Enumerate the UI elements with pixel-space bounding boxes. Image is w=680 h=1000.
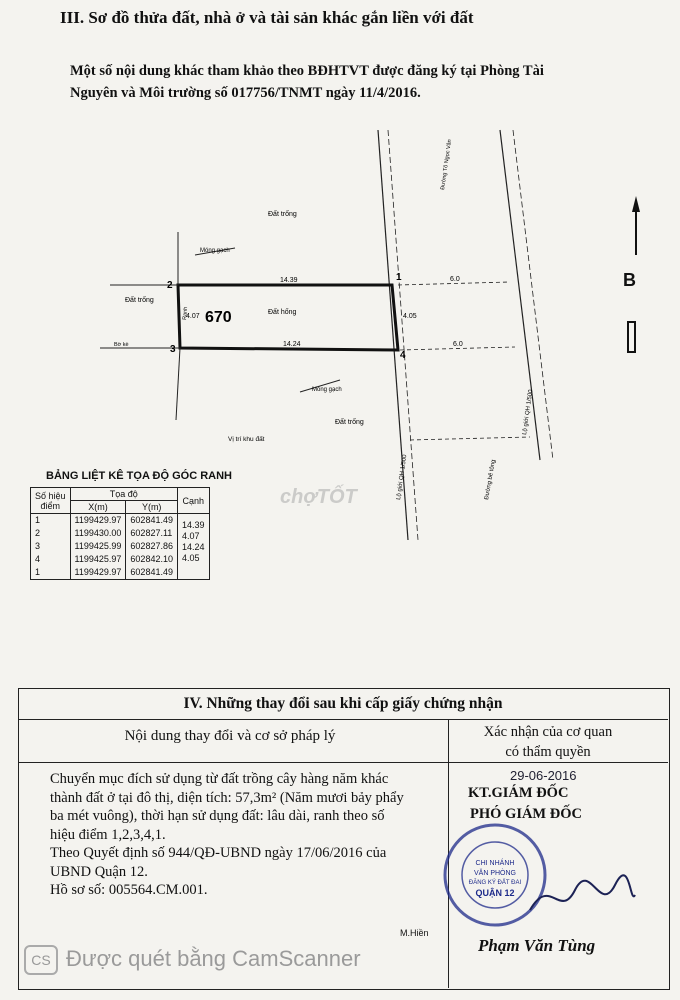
edge-left-length: 4.07 — [186, 313, 200, 320]
divider — [18, 719, 668, 720]
signer-name: Phạm Văn Tùng — [478, 936, 596, 955]
section-4-title: IV. Những thay đổi sau khi cấp giấy chứng nhận — [183, 695, 503, 712]
change-content-line: UBND Quận 12. — [50, 863, 148, 880]
road-width-line-3 — [410, 437, 530, 440]
table-cell-x: 1199429.97 — [70, 514, 126, 528]
road-width-1: 6.0 — [450, 276, 460, 283]
coords-table-title: BẢNG LIỆT KÊ TỌA ĐỘ GÓC RANH — [46, 470, 232, 482]
table-cell-y: 602842.10 — [126, 553, 178, 566]
change-content-line: thành đất ở tại đô thị, diện tích: 57,3m² (Năm mươi bảy phẩy — [50, 789, 404, 806]
point-label-4: 4 — [400, 350, 406, 361]
table-cell-x: 1199429.97 — [70, 566, 126, 580]
label-dat-trong-top: Đất trống — [268, 211, 297, 218]
camscanner-logo-icon: CS — [24, 945, 58, 975]
label-dat-trong-left: Đất trống — [125, 297, 154, 304]
header-toa-do: Tọa độ — [70, 488, 177, 501]
table-cell-y: 602827.86 — [126, 540, 178, 553]
reference-note-line-2: Nguyên và Môi trường số 017756/TNMT ngày 11/4/2016. — [70, 85, 421, 101]
camscanner-caption: Được quét bằng CamScanner — [66, 946, 361, 971]
column-header-approval-line-2: có thẩm quyền — [505, 744, 591, 760]
divider — [18, 762, 668, 763]
svg-text:QUẬN 12: QUẬN 12 — [475, 888, 515, 898]
table-cell-y: 602841.49 — [126, 566, 178, 580]
point-label-3: 3 — [170, 344, 176, 355]
reference-note — [70, 60, 630, 104]
header-y: Y(m) — [126, 501, 178, 514]
header-so-hieu: Số hiệu điểm — [31, 488, 71, 514]
header-x: X(m) — [70, 501, 126, 514]
point-label-1: 1 — [396, 272, 402, 283]
approval-date: 29-06-2016 — [510, 768, 577, 783]
road-line-right-dashed — [513, 130, 553, 460]
change-content-line: Chuyển mục đích sử dụng từ đất trồng cây hàng năm khác — [50, 771, 389, 787]
table-cell-edges — [177, 514, 209, 580]
table-cell-x: 1199425.99 — [70, 540, 126, 553]
label-ranh: Ranh — [182, 306, 190, 321]
edge-bottom-length: 14.24 — [283, 341, 301, 348]
column-header-content: Nội dung thay đổi và cơ sở pháp lý — [124, 728, 336, 744]
road-line-right — [500, 130, 540, 460]
table-cell-point: 2 — [31, 527, 71, 540]
signatory-title-2: PHÓ GIÁM ĐỐC — [470, 806, 582, 822]
point-label-2: 2 — [167, 280, 173, 291]
edge-value: 4.05 — [181, 553, 200, 563]
edge-right-length: 4.05 — [403, 313, 417, 320]
sheet-label: B — [623, 270, 636, 290]
label-bo-kem: Bờ kè — [114, 342, 129, 348]
signature-scribble-icon — [520, 870, 640, 930]
road-width-2: 6.0 — [453, 341, 463, 348]
table-cell-x: 1199425.97 — [70, 553, 126, 566]
label-lo-gioi-2: Lộ giới QH 1/500 — [522, 389, 535, 436]
table-cell-x: 1199430.00 — [70, 527, 126, 540]
table-cell-y: 602827.11 — [126, 527, 178, 540]
change-content-line: ba mét vuông), thời hạn sử dụng đất: lâu dài, ranh theo số — [50, 808, 385, 824]
change-content-line: Hồ sơ số: 005564.CM.001. — [50, 882, 208, 898]
clerk-initial: M.Hiền — [400, 928, 429, 938]
label-mong-gach-bottom: Móng gạch — [312, 387, 342, 393]
header-canh: Cạnh — [177, 488, 209, 514]
svg-text:ĐĂNG KÝ ĐẤT ĐAI: ĐĂNG KÝ ĐẤT ĐAI — [468, 880, 522, 886]
watermark: chợTỐT — [280, 486, 357, 508]
table-cell-point: 4 — [31, 553, 71, 566]
label-road-top: Đường Tô Ngọc Vân — [440, 139, 454, 191]
table-cell-point: 1 — [31, 566, 71, 580]
label-dat-trong-lower: Đất trống — [335, 419, 364, 426]
parcel-number: 670 — [205, 309, 232, 326]
section-3-title: III. Sơ đồ thửa đất, nhà ở và tài sản khác gắn liền với đất — [60, 8, 474, 27]
change-content-line: hiệu điểm 1,2,3,4,1. — [50, 826, 166, 843]
label-duong-bt: Đường bê tông — [484, 459, 498, 501]
change-content — [50, 770, 450, 900]
label-vi-tri: Vị trí khu đất — [228, 436, 265, 443]
edge-top-length: 14.39 — [280, 277, 298, 284]
table-cell-y: 602841.49 — [126, 514, 178, 528]
svg-text:VĂN PHÒNG: VĂN PHÒNG — [473, 870, 517, 877]
table-cell-point: 3 — [31, 540, 71, 553]
svg-text:CHI NHÁNH: CHI NHÁNH — [475, 860, 515, 867]
column-header-approval — [448, 722, 648, 762]
column-header-approval-line-1: Xác nhận của cơ quan — [483, 724, 613, 740]
label-dat-trong-inner: Đất hống — [268, 309, 297, 316]
edge-value: 14.24 — [181, 542, 205, 552]
signatory-title-1: KT.GIÁM ĐỐC — [468, 785, 569, 801]
edge-value: 4.07 — [181, 531, 200, 541]
coords-table — [30, 487, 210, 580]
change-content-line: Theo Quyết định số 944/QĐ-UBND ngày 17/06/2016 của — [50, 845, 387, 861]
label-mong-gach-top: Móng gạch — [200, 248, 230, 254]
reference-note-line-1: Một số nội dung khác tham khảo theo BĐHTVT được đăng ký tại Phòng Tài — [70, 63, 544, 79]
table-cell-point: 1 — [31, 514, 71, 528]
neighbor-line-2 — [176, 348, 180, 420]
edge-value: 14.39 — [181, 520, 205, 530]
label-lo-gioi: Lộ giới QH 1/500 — [396, 454, 409, 501]
